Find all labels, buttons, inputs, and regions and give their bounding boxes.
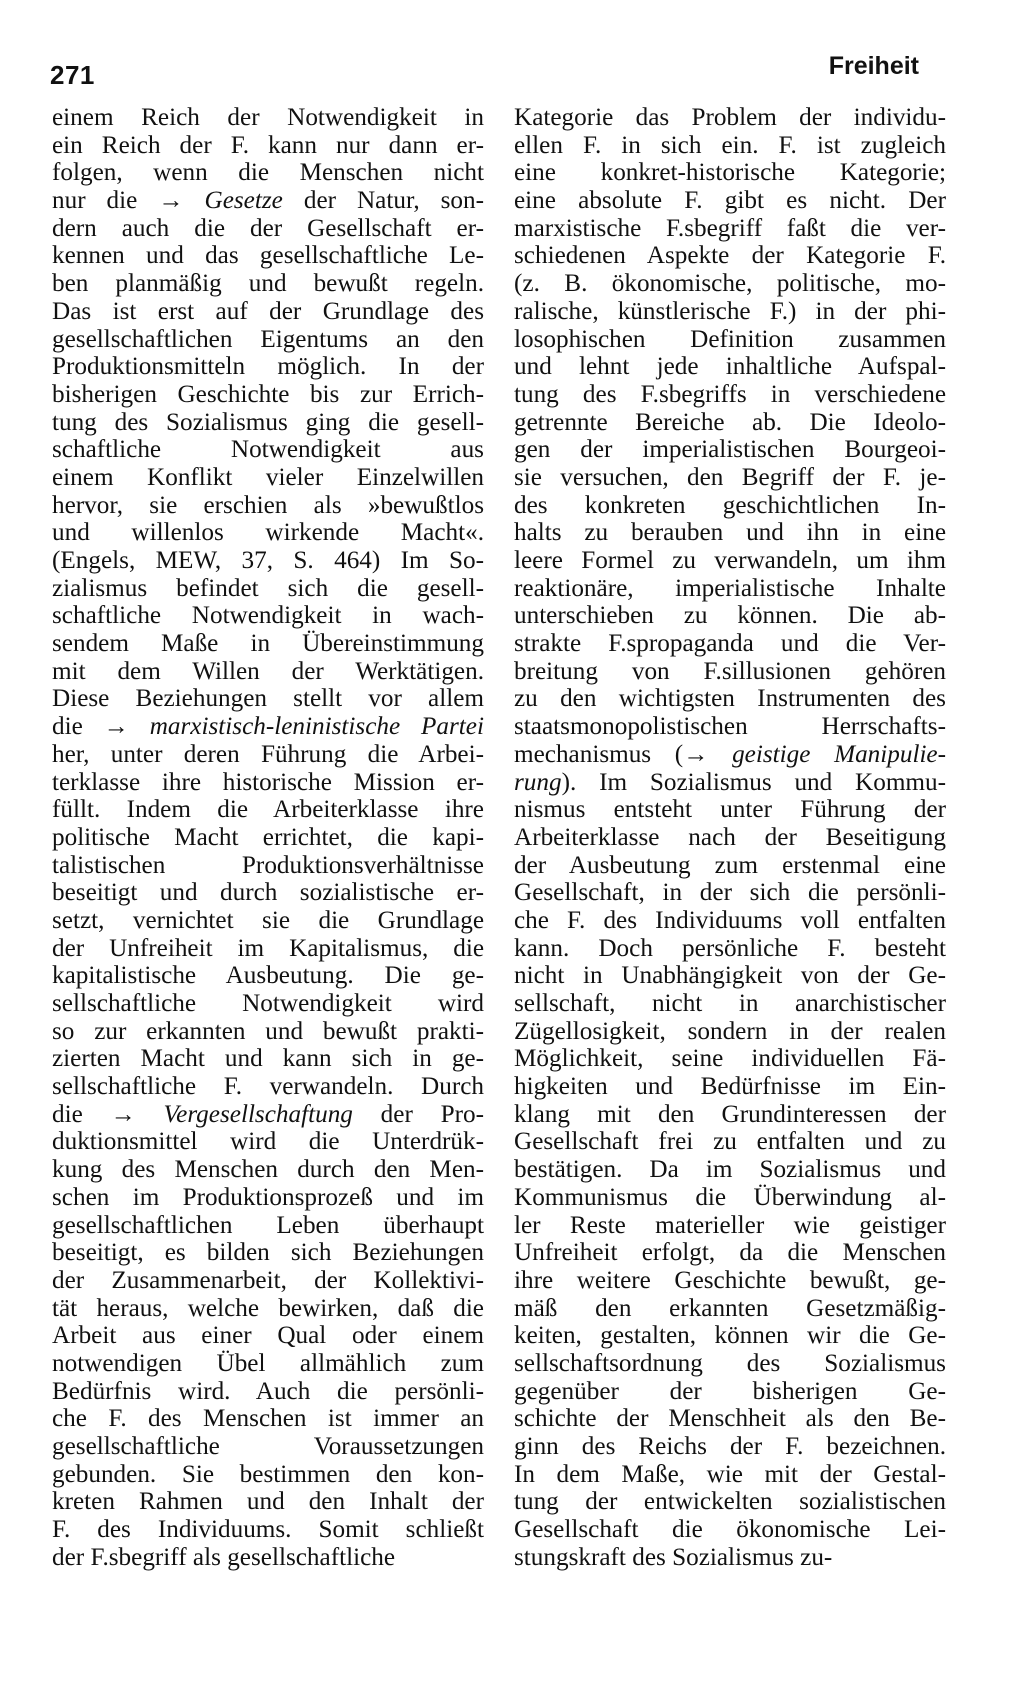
text-segment: mechanismus ( <box>514 740 684 768</box>
text-segment: beseitigt, es bilden sich Beziehungen <box>52 1239 484 1267</box>
text-segment: kennen und das gesellschaftliche Le- <box>52 242 484 270</box>
text-segment: gen der imperialistischen Bourgeoi- <box>514 436 946 464</box>
text-line <box>52 1101 484 1129</box>
text-segment: Kommunismus die Überwindung al- <box>514 1183 946 1211</box>
text-line <box>52 1018 484 1046</box>
text-line <box>52 436 484 464</box>
text-line <box>514 575 946 603</box>
text-line <box>514 1073 946 1101</box>
text-segment: mit dem Willen der Werktätigen. <box>52 657 484 685</box>
text-segment: Unfreiheit erfolgt, da die Menschen <box>514 1239 946 1267</box>
text-segment: marxistische F.sbegriff faßt die ver- <box>514 214 946 242</box>
text-segment: die <box>52 1100 111 1128</box>
text-segment: sellschaft, nicht in anarchistischer <box>514 990 946 1017</box>
text-line <box>514 658 946 686</box>
text-segment: der Zusammenarbeit, der Kollektivi- <box>52 1266 484 1294</box>
text-segment: beseitigt und durch sozialistische er- <box>52 879 484 907</box>
text-segment: kapitalistische Ausbeutung. Die ge- <box>52 962 484 990</box>
text-line <box>52 658 484 686</box>
text-line <box>52 104 484 132</box>
text-segment: politische Macht errichtet, die kapi- <box>52 823 484 851</box>
text-segment: notwendigen Übel allmählich zum <box>52 1349 484 1377</box>
text-line <box>514 907 946 935</box>
text-line <box>52 1184 484 1212</box>
text-line <box>52 935 484 963</box>
text-segment: F. des Individuums. Somit schließt <box>52 1516 484 1544</box>
text-line <box>52 602 484 630</box>
text-line <box>52 1073 484 1101</box>
text-segment: (z. B. ökonomische, politische, mo- <box>514 270 946 298</box>
text-segment: Das ist erst auf der Grundlage des <box>52 297 484 325</box>
text-line <box>514 1516 946 1544</box>
cross-reference-arrow: → <box>110 1100 164 1128</box>
text-segment: her, unter deren Führung die Arbei- <box>52 740 484 768</box>
text-line <box>514 1212 946 1240</box>
text-line <box>52 547 484 575</box>
page-number: 271 <box>50 60 95 90</box>
text-line <box>514 935 946 963</box>
text-line <box>52 270 484 298</box>
text-segment: schaftliche Notwendigkeit aus <box>52 436 484 464</box>
cross-reference-arrow: → <box>158 187 205 215</box>
text-line <box>52 1378 484 1406</box>
text-line <box>52 326 484 354</box>
text-line <box>52 215 484 243</box>
text-line <box>52 1128 484 1156</box>
text-line <box>52 1239 484 1267</box>
text-segment: des konkreten geschichtlichen In- <box>514 491 946 519</box>
text-segment: zierten Macht und kann sich in ge- <box>52 1045 484 1073</box>
text-line <box>514 1045 946 1073</box>
text-line <box>514 1350 946 1378</box>
text-line <box>514 159 946 187</box>
text-segment: füllt. Indem die Arbeiterklasse ihre <box>52 796 484 824</box>
text-segment: klang mit den Grundinteressen der <box>514 1100 946 1128</box>
text-line <box>514 436 946 464</box>
text-line <box>514 741 946 769</box>
text-segment: tät heraus, welche bewirken, daß die <box>52 1294 484 1322</box>
text-segment: sendem Maße in Übereinstimmung <box>52 630 484 658</box>
text-line <box>52 159 484 187</box>
text-segment: gesellschaftliche Voraussetzungen <box>52 1433 484 1460</box>
text-segment: schiedenen Aspekte der Kategorie F. <box>514 242 946 270</box>
text-segment: schen im Produktionsprozeß und im <box>52 1183 484 1211</box>
text-segment: ellen F. in sich ein. F. ist zugleich <box>514 131 946 159</box>
text-segment: hervor, sie erschien als »bewußtlos <box>52 491 484 519</box>
cross-reference-arrow: → <box>103 713 150 741</box>
text-line <box>514 1156 946 1184</box>
text-segment: strakte F.spropaganda und die Ver- <box>514 630 946 658</box>
text-segment: folgen, wenn die Menschen nicht <box>52 159 484 187</box>
text-segment: Kategorie das Problem der individu- <box>514 104 946 131</box>
text-segment: ler Reste materieller wie geistiger <box>514 1211 946 1239</box>
text-segment: nicht in Unabhängigkeit von der Ge- <box>514 962 946 990</box>
text-line <box>514 409 946 437</box>
text-line <box>514 353 946 381</box>
text-line <box>514 132 946 160</box>
text-line <box>52 907 484 935</box>
text-segment: gesellschaftlichen Leben überhaupt <box>52 1211 484 1239</box>
text-line <box>514 852 946 880</box>
text-line <box>514 1322 946 1350</box>
text-line <box>514 1461 946 1489</box>
text-segment: zu den wichtigsten Instrumenten des <box>514 685 946 713</box>
text-line <box>52 1516 484 1544</box>
text-segment: der F.sbegriff als gesellschaftliche <box>52 1543 396 1571</box>
text-line <box>52 741 484 769</box>
text-segment: gegenüber der bisherigen Ge- <box>514 1377 946 1405</box>
text-segment: die <box>52 713 104 741</box>
text-line <box>514 962 946 990</box>
running-head: Freiheit <box>828 52 919 80</box>
text-line <box>52 187 484 215</box>
text-segment: bisherigen Geschichte bis zur Errich- <box>52 380 484 408</box>
text-line <box>52 1267 484 1295</box>
text-line <box>514 215 946 243</box>
text-line <box>514 492 946 520</box>
cross-reference-term: Gesetze <box>204 187 283 215</box>
text-segment: schichte der Menschheit als den Be- <box>514 1405 946 1433</box>
text-line <box>514 519 946 547</box>
text-segment: che F. des Individuums voll entfalten <box>514 906 946 934</box>
text-segment: sie versuchen, den Begriff der F. je- <box>514 463 946 491</box>
text-line <box>52 685 484 713</box>
text-line <box>514 1433 946 1461</box>
text-segment: halts zu berauben und ihn in eine <box>514 519 946 547</box>
text-line <box>514 104 946 132</box>
text-segment: Möglichkeit, seine individuellen Fä- <box>514 1045 946 1073</box>
text-segment: tung des F.sbegriffs in verschiedene <box>514 380 946 408</box>
text-segment: sellschaftliche F. verwandeln. Durch <box>52 1073 484 1101</box>
text-segment: Zügellosigkeit, sondern in der realen <box>514 1017 946 1045</box>
text-line <box>514 769 946 797</box>
text-line <box>514 713 946 741</box>
text-line <box>514 796 946 824</box>
text-line <box>52 1295 484 1323</box>
text-segment: dern auch die der Gesellschaft er- <box>52 214 484 242</box>
text-line <box>52 1322 484 1350</box>
text-line <box>52 492 484 520</box>
text-column-right <box>514 104 946 1571</box>
text-segment: einem Konflikt vieler Einzelwillen <box>52 463 484 491</box>
text-line <box>52 132 484 160</box>
text-segment: leere Formel zu verwandeln, um ihm <box>514 547 946 574</box>
text-segment: kreten Rahmen und den Inhalt der <box>52 1488 484 1516</box>
text-segment: der Ausbeutung zum erstenmal eine <box>514 851 946 879</box>
text-line <box>52 575 484 603</box>
text-segment: Gesellschaft die ökonomische Lei- <box>514 1516 946 1544</box>
text-segment: In dem Maße, wie mit der Gestal- <box>514 1460 946 1488</box>
text-segment: tung des Sozialismus ging die gesell- <box>52 408 484 436</box>
text-line <box>52 713 484 741</box>
text-segment: gesellschaftlichen Eigentums an den <box>52 325 484 353</box>
text-line <box>52 519 484 547</box>
text-line <box>52 464 484 492</box>
text-segment: ihre weitere Geschichte bewußt, ge- <box>514 1266 946 1294</box>
text-line <box>514 1488 946 1516</box>
text-line <box>514 1018 946 1046</box>
text-segment: kung des Menschen durch den Men- <box>52 1156 484 1184</box>
text-line <box>514 242 946 270</box>
text-segment: ben planmäßig und bewußt regeln. <box>52 270 484 298</box>
cross-reference-term: geistige Manipulie- <box>732 740 947 768</box>
text-segment: sellschaftsordnung des Sozialismus <box>514 1349 946 1377</box>
text-segment: ralische, künstlerische F.) in der phi- <box>514 297 946 325</box>
text-line <box>52 1544 484 1572</box>
cross-reference-term: rung <box>514 768 562 796</box>
text-line <box>514 1184 946 1212</box>
text-line <box>514 1295 946 1323</box>
text-line <box>514 1128 946 1156</box>
text-segment: ginn des Reichs der F. bezeichnen. <box>514 1433 946 1460</box>
text-segment: staatsmonopolistischen Herrschafts- <box>514 713 946 741</box>
text-line <box>52 1212 484 1240</box>
text-line <box>514 547 946 575</box>
text-line <box>514 824 946 852</box>
text-line <box>52 409 484 437</box>
text-line <box>52 769 484 797</box>
text-segment: Arbeit aus einer Qual oder einem <box>52 1322 484 1350</box>
text-line <box>514 464 946 492</box>
text-line <box>514 1405 946 1433</box>
text-line <box>52 962 484 990</box>
cross-reference-term: Vergesellschaftung <box>163 1100 353 1128</box>
text-segment: der Natur, son- <box>282 187 484 215</box>
text-line <box>514 381 946 409</box>
text-segment: unterschieben zu können. Die ab- <box>514 602 946 630</box>
text-line <box>514 187 946 215</box>
text-line <box>52 298 484 326</box>
text-line <box>52 1156 484 1184</box>
text-segment: eine konkret-historische Kategorie; <box>514 159 946 187</box>
text-line <box>52 824 484 852</box>
text-segment: schaftliche Notwendigkeit in wach- <box>52 602 484 630</box>
text-line <box>514 1378 946 1406</box>
text-segment: bestätigen. Da im Sozialismus und <box>514 1156 946 1184</box>
text-segment: keiten, gestalten, können wir die Ge- <box>514 1322 946 1350</box>
text-segment: nismus entsteht unter Führung der <box>514 796 946 824</box>
text-line <box>514 990 946 1018</box>
text-segment: breitung von F.sillusionen gehören <box>514 657 946 685</box>
text-segment: tung der entwickelten sozialistischen <box>514 1488 946 1516</box>
text-line <box>52 1461 484 1489</box>
text-segment: und lehnt jede inhaltliche Aufspal- <box>514 353 946 381</box>
text-segment: Gesellschaft frei zu entfalten und zu <box>514 1128 946 1156</box>
text-segment: reaktionäre, imperialistische Inhalte <box>514 574 946 602</box>
text-segment: mäß den erkannten Gesetzmäßig- <box>514 1294 946 1322</box>
text-line <box>514 879 946 907</box>
text-segment: und willenlos wirkende Macht«. <box>52 519 484 547</box>
text-line <box>52 796 484 824</box>
text-segment: duktionsmittel wird die Unterdrük- <box>52 1128 484 1156</box>
text-line <box>514 298 946 326</box>
text-line <box>52 1350 484 1378</box>
text-segment: stungskraft des Sozialismus zu- <box>514 1543 833 1571</box>
text-segment: so zur erkannten und bewußt prakti- <box>52 1017 484 1045</box>
text-segment: higkeiten und Bedürfnisse im Ein- <box>514 1073 946 1101</box>
text-line <box>514 1239 946 1267</box>
text-line <box>52 1433 484 1461</box>
text-segment: eine absolute F. gibt es nicht. Der <box>514 187 946 215</box>
text-line <box>52 852 484 880</box>
text-segment: losophischen Definition zusammen <box>514 325 946 353</box>
text-segment: talistischen Produktionsverhältnisse <box>52 851 484 879</box>
text-line <box>514 326 946 354</box>
text-segment: zialismus befindet sich die gesell- <box>52 574 484 602</box>
text-line <box>514 270 946 298</box>
text-segment: nur die <box>52 187 159 215</box>
text-line <box>514 1267 946 1295</box>
text-line <box>52 1488 484 1516</box>
text-line <box>514 1544 946 1572</box>
text-segment: Produktionsmitteln möglich. In der <box>52 353 484 381</box>
text-segment: getrennte Bereiche ab. Die Ideolo- <box>514 408 946 436</box>
text-segment: Gesellschaft, in der sich die persönli- <box>514 879 946 907</box>
text-segment: terklasse ihre historische Mission er- <box>52 768 484 796</box>
text-line <box>514 630 946 658</box>
text-line <box>52 879 484 907</box>
text-segment: Arbeiterklasse nach der Beseitigung <box>514 823 946 851</box>
text-line <box>52 1405 484 1433</box>
text-segment: gebunden. Sie bestimmen den kon- <box>52 1460 484 1488</box>
text-segment: ein Reich der F. kann nur dann er- <box>52 131 484 159</box>
text-line <box>52 1045 484 1073</box>
text-line <box>514 602 946 630</box>
text-segment: setzt, vernichtet sie die Grundlage <box>52 906 484 934</box>
text-line <box>52 353 484 381</box>
text-segment: che F. des Menschen ist immer an <box>52 1405 484 1433</box>
text-line <box>514 1101 946 1129</box>
text-segment: der Unfreiheit im Kapitalismus, die <box>52 934 484 962</box>
cross-reference-term: marxistisch-leninistische Partei <box>149 713 484 741</box>
text-segment: sellschaftliche Notwendigkeit wird <box>52 990 484 1017</box>
text-line <box>52 630 484 658</box>
text-segment: Diese Beziehungen stellt vor allem <box>52 685 484 713</box>
text-column-left <box>52 104 484 1571</box>
text-line <box>52 381 484 409</box>
text-line <box>52 242 484 270</box>
text-segment: der Pro- <box>352 1100 484 1128</box>
text-segment: kann. Doch persönliche F. besteht <box>514 934 946 962</box>
text-segment: Bedürfnis wird. Auch die persönli- <box>52 1377 484 1405</box>
text-line <box>514 685 946 713</box>
text-segment: ). Im Sozialismus und Kommu- <box>561 768 946 796</box>
text-segment: einem Reich der Notwendigkeit in <box>52 104 484 131</box>
text-line <box>52 990 484 1018</box>
cross-reference-arrow: → <box>683 740 733 768</box>
text-segment: (Engels, MEW, 37, S. 464) Im So- <box>52 547 484 574</box>
